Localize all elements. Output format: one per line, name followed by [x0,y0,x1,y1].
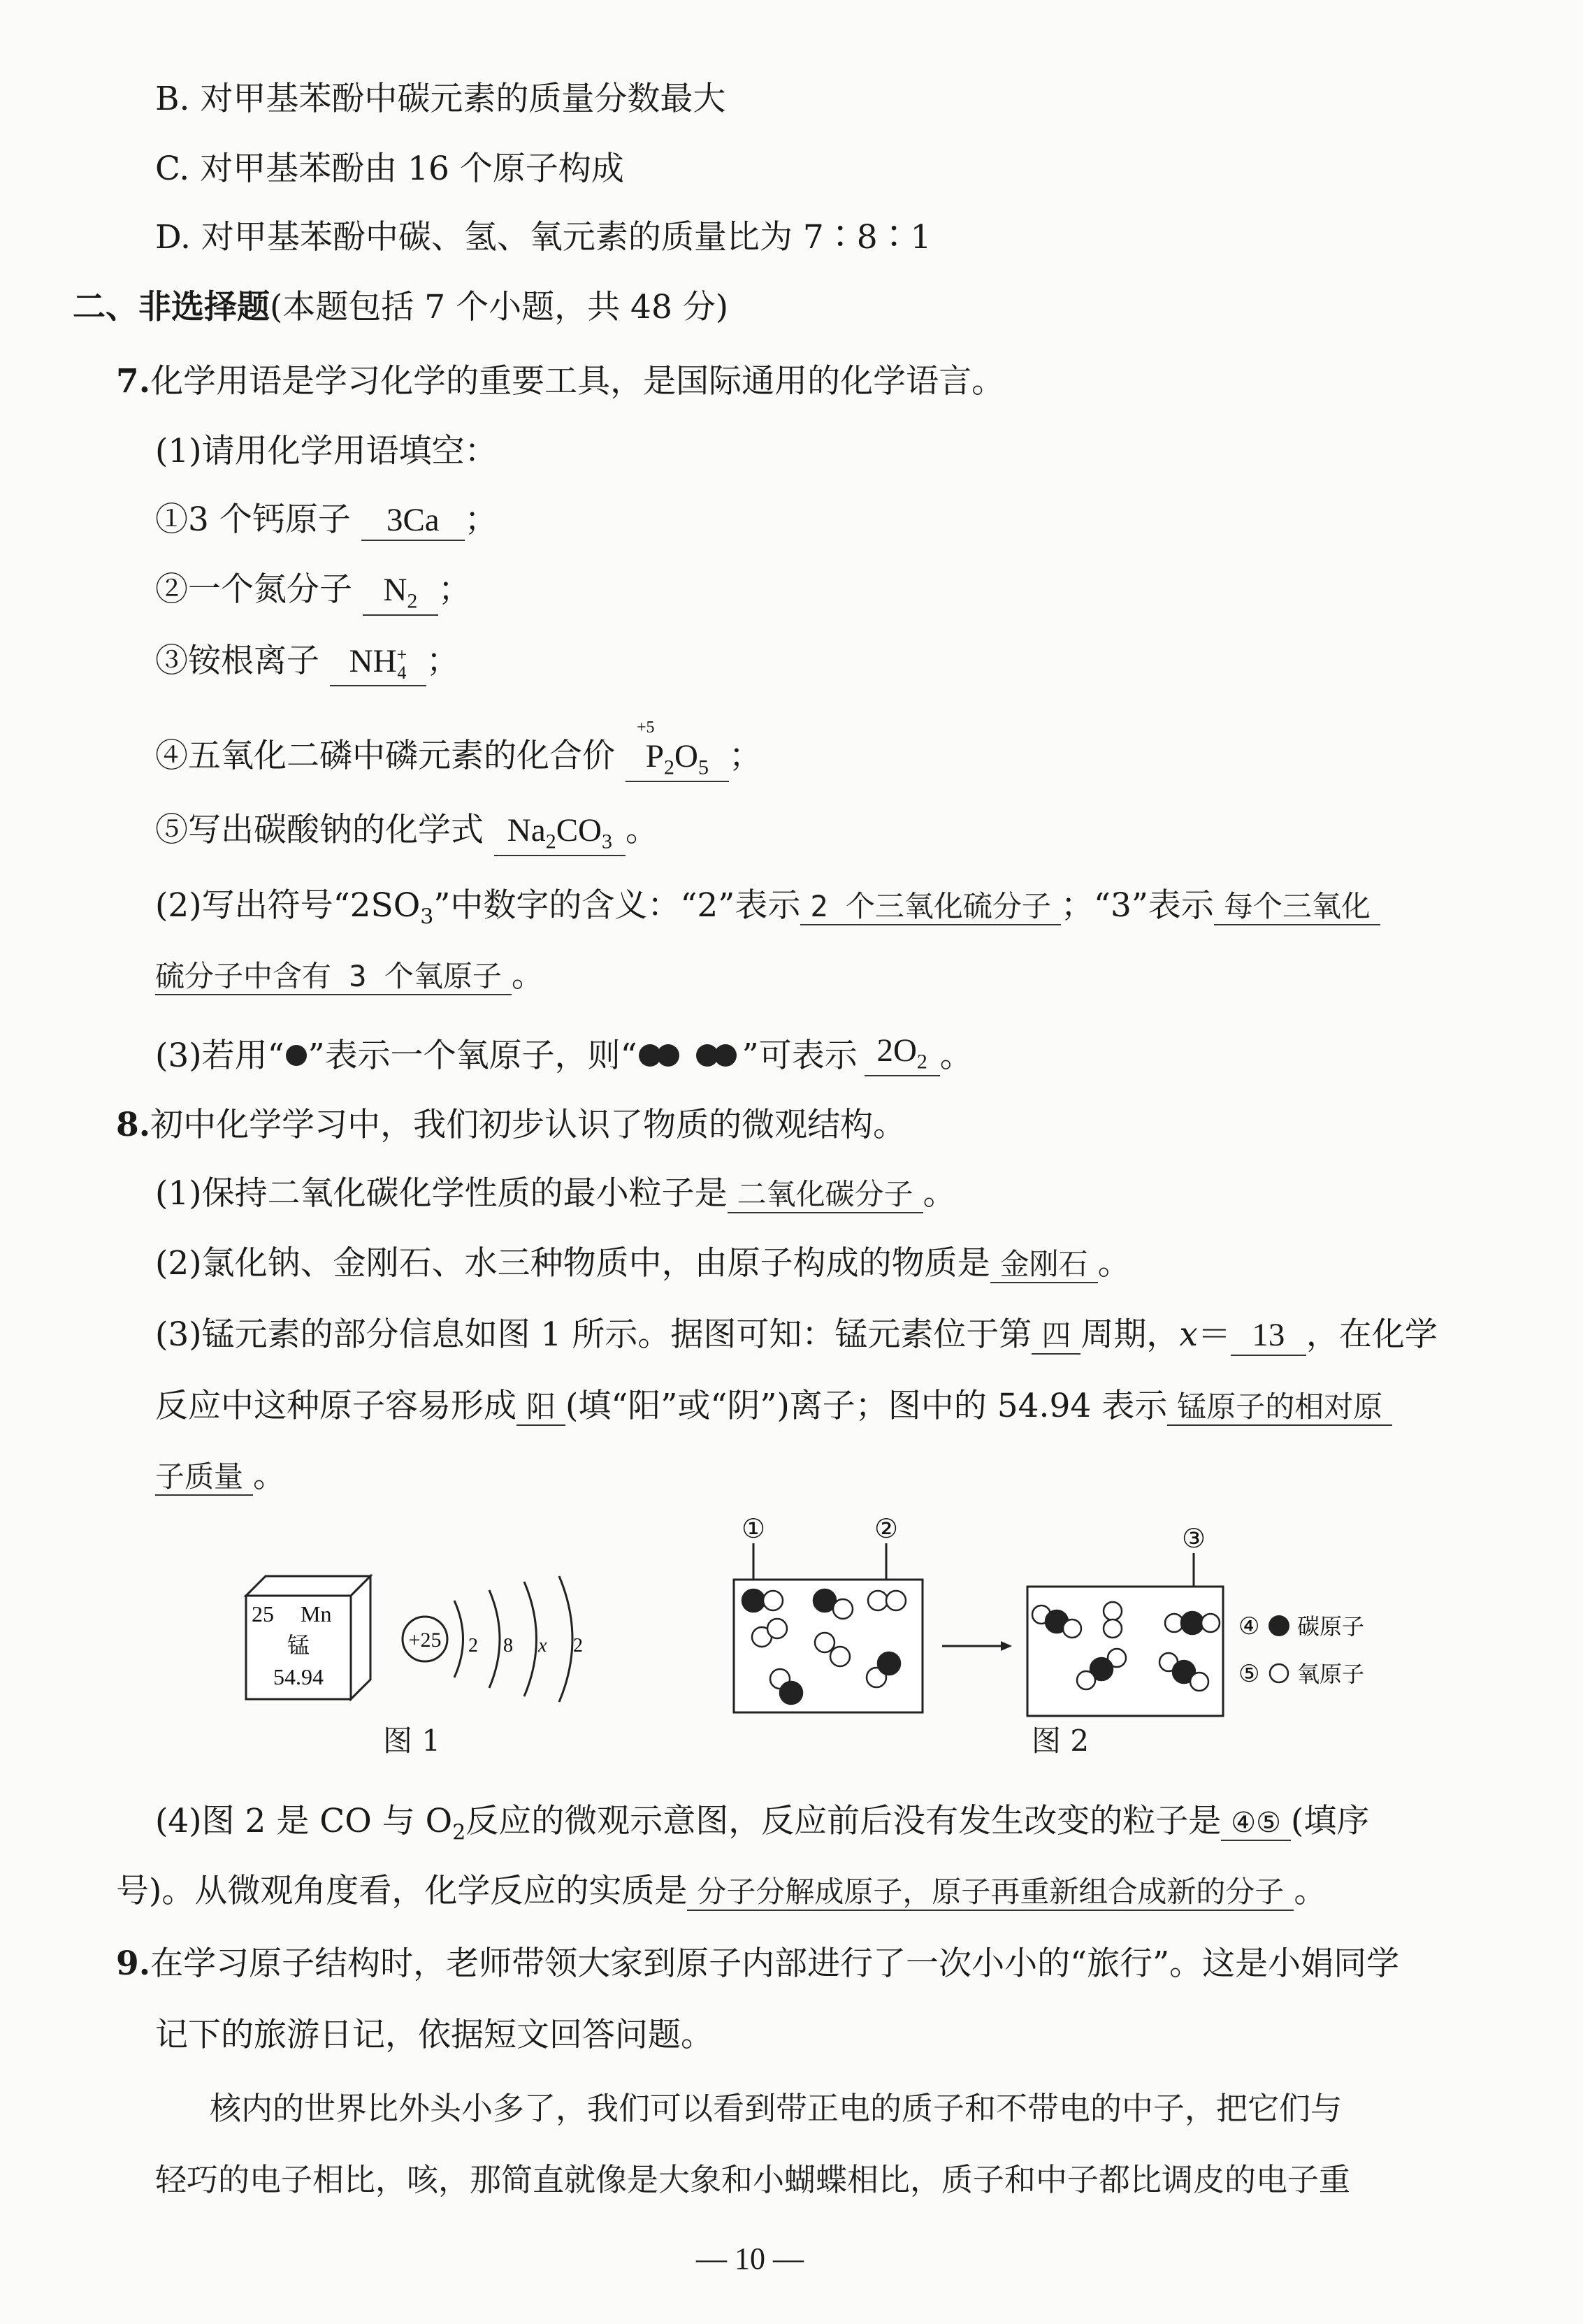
label-2: ② [874,1513,899,1544]
q8-part3-text-c: ，在化学 [1306,1315,1438,1354]
figure-2 [720,1510,1496,1719]
shell-1-count: 2 [468,1635,478,1657]
q8-part2-answer: 金刚石 [990,1250,1098,1283]
q8-part1: (1)保持二氧化碳化学性质的最小粒子是 二氧化碳分子 。 [155,1174,956,1213]
q8-part4-text-a: (4)图 2 是 CO 与 O [155,1802,453,1840]
q8-part3-text-a: (3)锰元素的部分信息如图 1 所示。据图可知：锰元素位于第 [155,1315,1032,1354]
atomic-mass: 54.94 [273,1664,324,1689]
section-title: 二、非选择题 [73,288,270,326]
shell-3-count: x [538,1635,547,1657]
q8-part4-sub: 2 [452,1820,466,1845]
q8-part3-text-e: (填“阳”或“阴”)离子；图中的 54.94 表示 [565,1387,1168,1425]
q7-item1: ①3 个钙原子 3Ca ； [155,503,498,541]
option-b: B. 对甲基苯酚中碳元素的质量分数最大 [155,80,726,118]
q8-part3-x: x [1179,1315,1198,1354]
q7-part3-answer-base: 2O [876,1032,917,1069]
q7-item1-label: ①3 个钙原子 [155,500,351,539]
q8-part4 [155,1802,1370,1845]
q7-part2-line2: 硫分子中含有 3 个氧原子 。 [155,956,544,995]
q8-part1-text: (1)保持二氧化碳化学性质的最小粒子是 [155,1174,728,1213]
q7-answer3-sub: 4 [397,663,407,684]
q7-item2: ②一个氮分子 $N_2$ ； [155,573,471,616]
q7-part1: (1)请用化学用语填空： [155,432,498,470]
q7-part3: (3)若用“ ”表示一个氧原子，则“ ”可表示 $2O_2$ 。 [155,1034,973,1076]
q7-number: 7. [116,362,151,400]
oxygen-atom-icon [284,1044,308,1067]
q7-answer3 [330,645,426,686]
option-d: D. 对甲基苯酚中碳、氢、氧元素的质量比为 7∶8∶1 [155,218,932,257]
q8-part4-text-b: 反应的微观示意图，反应前后没有发生改变的粒子是 [465,1802,1222,1840]
q8-stem [116,1106,906,1144]
element-symbol: Mn [301,1601,332,1626]
q7-answer5-sub: 2 [545,830,556,853]
q7-part3-text-b: ”表示一个氧原子，则“ [308,1036,637,1075]
q7-item4-label: ④五氧化二磷中磷元素的化合价 [155,737,615,775]
legend-oxygen: 氧原子 [1297,1661,1365,1687]
legend-label-5: ⑤ [1238,1660,1260,1688]
q8-part1-answer: 二氧化碳分子 [728,1180,923,1213]
q9-number: 9. [116,1944,151,1983]
q7-answer5-na: Na [507,812,546,849]
q7-part2-answer2a: 每个三氧化 [1214,892,1380,925]
q7-part2-text-a: (2)写出符号“2SO [155,886,421,925]
q7-answer4-o: O [674,738,698,774]
q7-answer4-p: P [645,738,665,774]
q8-part2-text: (2)氯化钠、金刚石、水三种物质中，由原子构成的物质是 [155,1244,990,1283]
q8-part4-text-d: 号)。从微观角度看，化学反应的实质是 [116,1872,688,1910]
q9-stem-line2: 记下的旅游日记，依据短文回答问题。 [155,2016,714,2054]
carbon-atom-icon [1268,1615,1289,1636]
q9-stem-text1: 在学习原子结构时，老师带领大家到原子内部进行了一次小小的“旅行”。这是小娟同学 [150,1944,1400,1983]
q7-item5: ⑤写出碳酸钠的化学式 $Na_2CO_3$ 。 [155,814,658,856]
q7-item5-label: ⑤写出碳酸钠的化学式 [155,811,484,849]
q7-answer4 [626,719,729,782]
q8-part3-text-b: 周期， [1080,1315,1180,1354]
figure1-caption: 图 1 [383,1724,441,1758]
q7-answer5-co: CO [556,812,602,849]
oxygen-molecules-icon [637,1043,742,1068]
page-number: — 10 — [696,2242,804,2276]
q7-part2 [155,886,1380,930]
label-3: ③ [1181,1523,1206,1554]
q8-part3-eq: ＝ [1197,1315,1231,1354]
q8-part3-ion-answer: 阳 [516,1392,565,1426]
q7-answer3-sup: + [396,644,407,665]
q8-part4-answer2: 分子分解成原子，原子再重新组合成新的分子 [687,1877,1294,1911]
q7-stem-text: 化学用语是学习化学的重要工具，是国际通用的化学语言。 [150,362,1005,400]
q8-part3-line3: 子质量 。 [155,1457,287,1495]
q8-part4-text-c: (填序 [1291,1802,1370,1840]
q7-part2-answer2b: 硫分子中含有 3 个氧原子 [155,962,512,995]
q7-part3-text-c: ”可表示 [742,1036,858,1075]
q8-stem-text: 初中化学学习中，我们初步认识了物质的微观结构。 [150,1106,906,1144]
q7-part2-text-b: ”中数字的含义：“2”表示 [433,886,801,925]
q9-passage-line2: 轻巧的电子相比，咳，那简直就像是大象和小蝴蝶相比，质子和中子都比调皮的电子重 [155,2161,1351,2198]
q8-part3-period-answer: 四 [1032,1321,1080,1355]
q7-part3-answer-sub: 2 [916,1050,927,1074]
q7-part3-text-a: (3)若用“ [155,1036,284,1075]
q8-part3 [155,1315,1438,1356]
q7-answer5-sub2: 3 [602,830,612,853]
q7-part2-answer1: 2 个三氧化硫分子 [800,892,1061,925]
q7-part2-text-c: ；“3”表示 [1060,886,1214,925]
after-box [1027,1587,1223,1716]
q7-answer1: 3Ca [361,504,465,541]
q7-item3: ③铵根离子 NH + 4 ； [155,644,459,686]
legend-carbon: 碳原子 [1297,1613,1365,1640]
shell-4-count: 2 [573,1635,583,1657]
q7-item4: ④五氧化二磷中磷元素的化合价 +5 $P_2O_5$ ； [155,739,762,782]
q7-part2-sub: 3 [420,904,434,930]
atomic-number: 25 [252,1601,274,1626]
q7-answer4-sub2: 5 [698,756,709,779]
q7-answer5 [494,814,626,856]
nucleus-charge: +25 [408,1629,442,1652]
q9-passage-line1: 核内的世界比外头小多了，我们可以看到带正电的质子和不带电的中子，把它们与 [210,2090,1343,2127]
q7-answer2 [363,574,438,616]
figure2-caption: 图 2 [1032,1724,1090,1758]
q7-answer3-base: NH [349,643,397,679]
q7-part3-answer [865,1034,940,1076]
q8-part2: (2)氯化钠、金刚石、水三种物质中，由原子构成的物质是 金刚石 。 [155,1244,1131,1283]
q8-part3-x-answer: 13 [1231,1319,1306,1356]
oxygen-atom-legend-icon [1270,1664,1288,1682]
label-1: ① [741,1513,766,1544]
q9-stem [116,1944,1400,1983]
q7-answer4-valence: +5 [636,719,655,737]
q7-item2-label: ②一个氮分子 [155,570,352,609]
figure-1 [231,1548,622,1716]
option-c: C. 对甲基苯酚由 16 个原子构成 [155,150,624,188]
q8-part3-mass-answer2: 子质量 [155,1462,253,1496]
q8-part4-answer1: ④⑤ [1221,1809,1291,1841]
shell-2-count: 8 [503,1635,513,1657]
q8-number: 8. [116,1106,151,1144]
section-heading [73,288,729,326]
q8-part3-mass-answer1: 锰原子的相对原 [1167,1392,1392,1426]
q7-answer4-sub1: 2 [664,756,675,779]
q7-stem [116,362,1005,400]
q7-item3-label: ③铵根离子 [155,642,319,680]
element-name: 锰 [287,1632,310,1659]
q7-answer2-sub: 2 [407,589,418,613]
q7-answer2-base: N [383,572,407,608]
q8-part4-line2: 号)。从微观角度看，化学反应的实质是 分子分解成原子，原子再重新组合成新的分子 。 [116,1872,1327,1910]
q8-part3-text-d: 反应中这种原子容易形成 [155,1387,516,1425]
section-note: (本题包括 7 个小题，共 48 分) [270,288,729,326]
legend-label-4: ④ [1238,1612,1260,1640]
q8-part3-line2 [155,1387,1392,1426]
